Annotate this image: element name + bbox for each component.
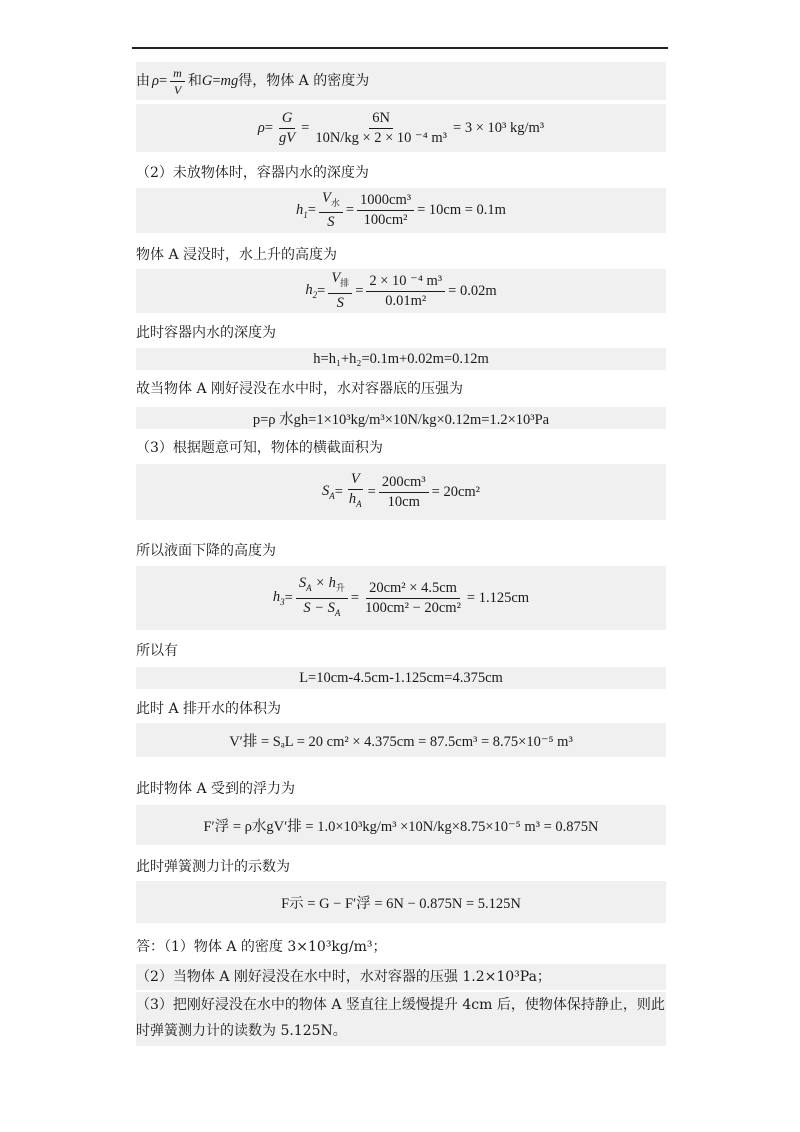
symbol — [322, 483, 335, 501]
subscript: 1 — [303, 209, 308, 220]
text-line-pressure: 故当物体 A 刚好浸没在水中时，水对容器底的压强为 — [136, 381, 464, 397]
s: S — [298, 574, 307, 591]
text: 和 — [187, 73, 202, 89]
numerator: 20cm² × 4.5cm — [366, 580, 460, 599]
fraction — [346, 471, 365, 513]
equation-sa — [136, 464, 666, 520]
numerator: V — [348, 471, 363, 490]
numerator — [328, 270, 352, 294]
numerator: 1000cm³ — [357, 192, 414, 211]
equals: = — [284, 589, 293, 606]
symbol: ρ — [257, 119, 265, 136]
v: V — [331, 270, 341, 287]
equals: = — [212, 73, 221, 89]
numerator: 6N — [369, 110, 393, 129]
equation-pressure: p=ρ 水gh=1×10³kg/m³×10N/kg×0.12m=1.2×10³Pa — [136, 407, 666, 429]
subscript: 3 — [280, 596, 285, 607]
denominator: 10cm — [387, 493, 420, 510]
equals: = — [355, 282, 364, 299]
text-line-spring-reading: 此时弹簧测力计的示数为 — [136, 859, 290, 875]
result: = 20cm² — [431, 483, 481, 500]
equals: = — [301, 119, 310, 136]
equation-h2 — [136, 269, 666, 313]
denominator: S — [327, 214, 335, 231]
answer-3 — [136, 992, 666, 1046]
v: V — [321, 189, 331, 206]
equation-spring: F示 = G − F′浮 = 6N − 0.875N = 5.125N — [136, 881, 666, 923]
fraction — [362, 580, 464, 617]
text-line-rise-height: 物体 A 浸没时，水上升的高度为 — [136, 247, 338, 263]
symbol — [273, 589, 285, 607]
denominator: gV — [279, 129, 296, 146]
h: h — [348, 491, 357, 508]
subscript: A — [356, 498, 362, 509]
denominator — [346, 490, 365, 513]
text-line-cross-section: （3）根据题意可知，物体的横截面积为 — [136, 440, 383, 456]
result: = 0.02m — [448, 282, 497, 299]
fraction — [328, 270, 352, 312]
equals: = — [345, 202, 355, 218]
fraction — [379, 474, 429, 511]
denominator: 10N/kg × 2 × 10 ⁻⁴ m³ — [315, 129, 448, 146]
numerator: 200cm³ — [379, 474, 429, 493]
answer-2: （2）当物体 A 刚好浸没在水中时，水对容器的压强 1.2×10³Pa； — [136, 964, 666, 990]
subscript: 升 — [335, 582, 345, 593]
equation-L: L=10cm-4.5cm-1.125cm=4.375cm — [136, 667, 666, 689]
denominator: 100cm² — [363, 212, 408, 228]
equals: = — [317, 282, 326, 299]
equals: = — [350, 589, 360, 606]
text: 由 — [136, 73, 150, 89]
text-line-level-drop: 所以液面下降的高度为 — [136, 543, 276, 559]
fraction — [357, 192, 414, 229]
denominator: V — [173, 82, 182, 97]
answer-3-line-2: 时弹簧测力计的读数为 5.125N。 — [136, 1023, 347, 1039]
text-line-density-intro — [136, 62, 666, 100]
subscript: A — [334, 607, 341, 618]
denominator: 0.01m² — [385, 292, 427, 309]
equation-h3 — [136, 566, 666, 630]
top-rule — [132, 47, 668, 49]
text-line-initial-depth: （2）未放物体时，容器内水的深度为 — [136, 165, 369, 181]
equals: = — [158, 73, 168, 89]
equation-density — [136, 104, 666, 152]
fraction — [366, 273, 445, 310]
equation-h-total: h=h₁+h₂=0.1m+0.02m=0.12m — [136, 348, 666, 370]
h: × h — [311, 574, 336, 591]
fraction — [276, 110, 298, 147]
fraction — [296, 575, 348, 622]
text-line-displaced-volume: 此时 A 排开水的体积为 — [136, 701, 282, 717]
denominator — [300, 599, 343, 622]
answer-3-line-1: （3）把刚好浸没在水中的物体 A 竖直往上缓慢提升 4cm 后，使物体保持静止，则此 — [136, 997, 665, 1013]
s-minus-s: S − S — [303, 599, 335, 616]
s: S — [321, 483, 330, 500]
numerator — [319, 190, 343, 214]
result: = 1.125cm — [466, 589, 530, 606]
subscript: A — [329, 490, 335, 501]
subscript: 2 — [312, 289, 318, 300]
equation-buoyancy: F′浮 = ρ水gV′排 = 1.0×10³kg/m³ ×10N/kg×8.75×10⁻⁵ m³ = 0.875N — [136, 805, 666, 845]
h: h — [305, 282, 313, 299]
denominator: S — [336, 294, 344, 311]
text: 得，物体 A 的密度为 — [238, 73, 370, 89]
numerator: m — [170, 66, 185, 82]
text-line-water-depth: 此时容器内水的深度为 — [136, 325, 276, 341]
denominator: 100cm² − 20cm² — [365, 599, 461, 616]
equation-h1 — [136, 188, 666, 233]
text-line-buoyancy: 此时物体 A 受到的浮力为 — [136, 781, 296, 797]
equals: = — [307, 202, 316, 218]
fraction-m-over-v — [170, 66, 185, 97]
numerator: G — [279, 110, 295, 129]
answer-1: 答：（1）物体 A 的密度 3×10³kg/m³； — [136, 939, 387, 955]
subscript: 排 — [340, 277, 350, 288]
numerator — [296, 575, 348, 599]
equals: = — [367, 483, 376, 500]
symbol: G — [201, 73, 213, 89]
h: h — [296, 201, 304, 218]
subscript: 水 — [330, 197, 340, 208]
text-line-so: 所以有 — [136, 643, 178, 659]
symbol: mg — [220, 73, 239, 89]
symbol — [296, 202, 308, 220]
equals: = — [334, 483, 343, 500]
fraction — [319, 190, 343, 232]
h: h — [272, 589, 281, 606]
result: = 10cm = 0.1m — [417, 202, 506, 218]
equation-v-displaced: V′排 = SₐL = 20 cm² × 4.375cm = 87.5cm³ = 8.75×10⁻⁵ m³ — [136, 723, 666, 757]
equals: = — [264, 119, 274, 136]
subscript: A — [306, 582, 312, 593]
symbol — [305, 282, 317, 300]
fraction — [312, 110, 450, 147]
result: = 3 × 10³ kg/m³ — [453, 119, 545, 136]
rho-symbol: ρ — [152, 73, 159, 89]
numerator: 2 × 10 ⁻⁴ m³ — [366, 273, 445, 292]
